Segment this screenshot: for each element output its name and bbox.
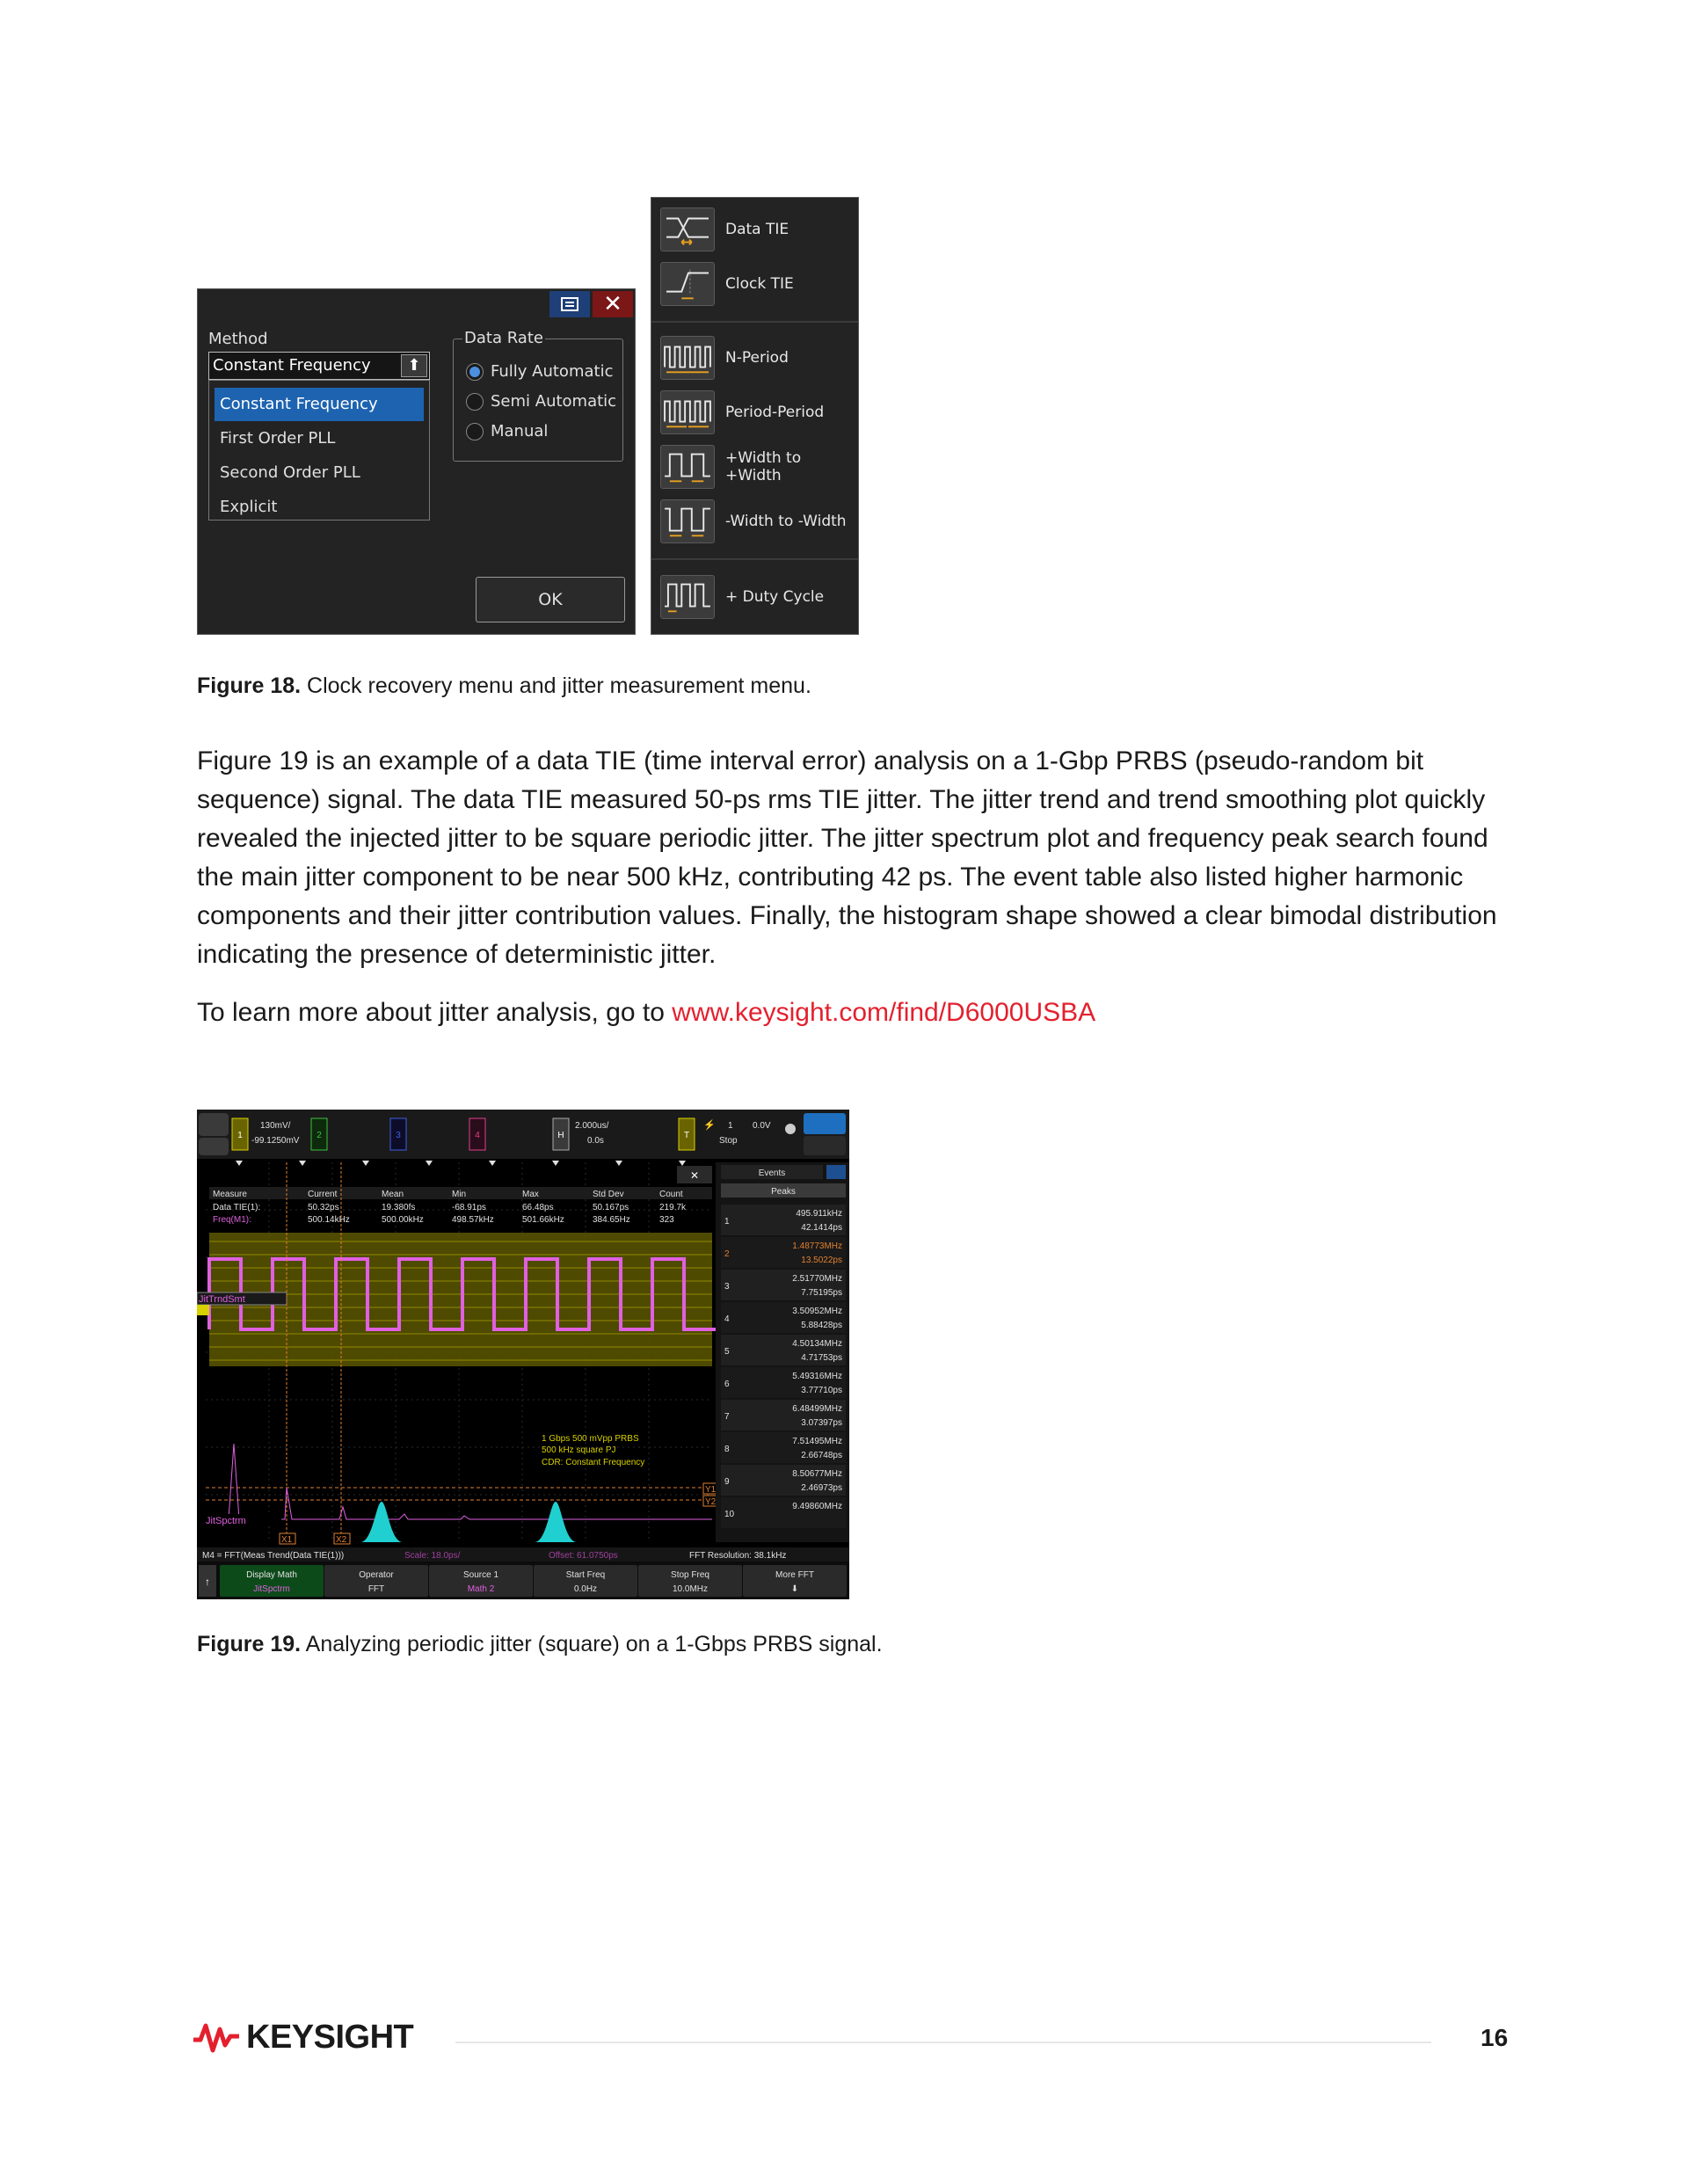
peak-index: 8 bbox=[724, 1445, 730, 1454]
peak-value: 5.88428ps bbox=[801, 1321, 842, 1330]
method-option-second-order-pll[interactable]: Second Order PLL bbox=[220, 463, 360, 482]
caption-text: Clock recovery menu and jitter measurement menu. bbox=[307, 673, 811, 698]
softkey-value: ⬇ bbox=[790, 1584, 799, 1594]
radio-unchecked-icon bbox=[466, 423, 484, 440]
meas-cell: 50.167ps bbox=[593, 1203, 629, 1212]
back-arrow-glyph: ↑ bbox=[205, 1576, 210, 1588]
peak-index: 4 bbox=[724, 1314, 730, 1324]
meas-cell: 498.57kHz bbox=[452, 1215, 494, 1225]
meas-cell: Data TIE(1): bbox=[213, 1203, 261, 1212]
meas-header: Count bbox=[659, 1190, 683, 1199]
cursor-label: Y2 bbox=[705, 1497, 717, 1507]
peak-value: 7.75195ps bbox=[801, 1288, 842, 1298]
meas-cell: 219.7k bbox=[659, 1203, 687, 1212]
math-function-status: M4 = FFT(Meas Trend(Data TIE(1))) bbox=[202, 1551, 345, 1561]
meas-cell: 384.65Hz bbox=[593, 1215, 630, 1225]
peaks-title: Peaks bbox=[771, 1187, 796, 1197]
footer-divider bbox=[455, 2042, 1431, 2043]
peak-index: 2 bbox=[724, 1249, 730, 1259]
method-option-constant-frequency[interactable]: Constant Frequency bbox=[215, 388, 424, 421]
softkey-label: Start Freq bbox=[565, 1570, 606, 1580]
chevron-down-icon[interactable] bbox=[199, 1138, 229, 1155]
method-option-explicit[interactable]: Explicit bbox=[220, 498, 278, 516]
events-title: Events bbox=[758, 1168, 786, 1178]
zoom-icon[interactable] bbox=[804, 1136, 846, 1155]
meas-header: Min bbox=[452, 1190, 467, 1199]
offset-status: Offset: 61.0750ps bbox=[549, 1551, 618, 1561]
meas-cell: 500.00kHz bbox=[382, 1215, 424, 1225]
keysight-logo bbox=[192, 2019, 413, 2057]
ch1-number: 1 bbox=[237, 1131, 243, 1140]
radio-unchecked-icon bbox=[466, 393, 484, 411]
meas-cell: 50.32ps bbox=[308, 1203, 339, 1212]
meas-cell: 500.14kHz bbox=[308, 1215, 350, 1225]
n-period-icon bbox=[660, 336, 715, 380]
dialog-titlebar bbox=[549, 291, 633, 317]
data-rate-label: Data Rate bbox=[464, 329, 543, 347]
peak-value: 13.5022ps bbox=[801, 1256, 842, 1265]
radio-semi-automatic[interactable] bbox=[466, 392, 616, 411]
page-number: 16 bbox=[1481, 2024, 1509, 2051]
jitter-item-clock-tie[interactable] bbox=[660, 261, 854, 307]
clock-tie-icon bbox=[660, 262, 715, 306]
peak-index: 1 bbox=[724, 1217, 730, 1227]
annotation-line: 1 Gbps 500 mVpp PRBS bbox=[542, 1434, 639, 1444]
jitter-item-label: Clock TIE bbox=[725, 275, 794, 293]
cursor-label: Y1 bbox=[705, 1485, 717, 1495]
arrow-up-icon[interactable]: ⬆ bbox=[401, 354, 427, 377]
brand-name: KEYSIGHT bbox=[246, 2019, 414, 2056]
horizontal-scale: 2.000us/ bbox=[575, 1121, 609, 1131]
close-icon[interactable]: ✕ bbox=[593, 291, 633, 317]
peak-value: 2.46973ps bbox=[801, 1483, 842, 1493]
ch2-number: 2 bbox=[316, 1131, 322, 1140]
peak-value: 42.1414ps bbox=[801, 1223, 842, 1233]
clock-recovery-dialog bbox=[197, 288, 636, 635]
method-dropdown[interactable] bbox=[208, 352, 430, 380]
radio-fully-automatic[interactable] bbox=[466, 362, 613, 381]
radio-label: Manual bbox=[491, 422, 549, 440]
softkey-label: Source 1 bbox=[462, 1570, 499, 1580]
annotation-line: 500 kHz square PJ bbox=[542, 1445, 616, 1455]
peak-frequency: 9.49860MHz bbox=[792, 1502, 842, 1511]
paragraph-2-prefix: To learn more about jitter analysis, go to bbox=[197, 998, 673, 1027]
peak-index: 9 bbox=[724, 1477, 730, 1487]
method-label: Method bbox=[208, 330, 268, 348]
jitter-item-label: Data TIE bbox=[725, 221, 789, 238]
method-options-list bbox=[208, 380, 430, 521]
pos-width-icon bbox=[660, 445, 715, 489]
fft-resolution: FFT Resolution: 38.1kHz bbox=[689, 1551, 787, 1561]
radio-manual[interactable] bbox=[466, 422, 548, 440]
ok-button[interactable]: OK bbox=[476, 577, 625, 622]
jitter-item-label: -Width to -Width bbox=[725, 513, 847, 530]
meas-cell: 501.66kHz bbox=[522, 1215, 564, 1225]
trigger-source: 1 bbox=[728, 1121, 733, 1131]
caption-label: Figure 19. bbox=[197, 1632, 302, 1656]
events-menu-icon[interactable] bbox=[826, 1165, 846, 1179]
data-tie-icon bbox=[660, 207, 715, 251]
peak-frequency: 8.50677MHz bbox=[792, 1469, 842, 1479]
jitter-item-duty-cycle[interactable] bbox=[660, 574, 854, 620]
figure-18-caption bbox=[197, 673, 811, 699]
run-control-icon[interactable] bbox=[199, 1113, 229, 1136]
meas-header: Max bbox=[522, 1190, 539, 1199]
body-paragraph-1: Figure 19 is an example of a data TIE (time interval error) analysis on a 1-Gbp PRBS (pseudo-random bit sequence) signal. The data TIE measured 50-ps rms TIE jitter. The jitter trend and trend smoothing plot quickly revealed the injected jitter to be square periodic jitter. The jitter spectrum plot and frequency peak search found the main jitter component to be near 500 kHz, contributing 42 ps. The event table also listed higher harmonic components and their jitter contribution values. Finally, the histogram shape showed a clear bimodal distribution indicating the presence of deterministic jitter. bbox=[197, 746, 1497, 969]
meas-header: Mean bbox=[382, 1190, 404, 1199]
ch4-number: 4 bbox=[475, 1131, 480, 1140]
meas-cell: 66.48ps bbox=[522, 1203, 554, 1212]
trigger-label: T bbox=[683, 1131, 690, 1140]
ch1-offset: -99.1250mV bbox=[251, 1136, 300, 1146]
display-icon[interactable] bbox=[804, 1113, 846, 1134]
meas-header: Current bbox=[308, 1190, 338, 1199]
period-period-icon bbox=[660, 390, 715, 434]
peak-frequency: 1.48773MHz bbox=[792, 1241, 842, 1251]
peak-frequency: 495.911kHz bbox=[796, 1209, 842, 1219]
peak-index: 10 bbox=[724, 1510, 735, 1519]
jitter-item-label: Period-Period bbox=[725, 404, 825, 421]
run-state: Stop bbox=[719, 1136, 738, 1146]
menu-icon[interactable] bbox=[549, 291, 590, 317]
peak-value: 3.77710ps bbox=[801, 1386, 842, 1395]
softkey-value: 0.0Hz bbox=[573, 1584, 598, 1594]
peak-index: 6 bbox=[724, 1380, 730, 1389]
softkey-label: More FFT bbox=[775, 1570, 814, 1580]
peak-frequency: 7.51495MHz bbox=[792, 1437, 842, 1446]
softkey-value: FFT bbox=[367, 1584, 385, 1594]
method-selected-value: Constant Frequency bbox=[213, 356, 371, 375]
trigger-level: 0.0V bbox=[753, 1121, 771, 1131]
radio-label: Fully Automatic bbox=[491, 362, 614, 381]
jitter-item-label: N-Period bbox=[725, 349, 789, 367]
softkey-label: Stop Freq bbox=[671, 1570, 709, 1580]
peak-frequency: 3.50952MHz bbox=[792, 1307, 842, 1316]
figure-19-caption bbox=[197, 1632, 883, 1657]
horizontal-delay: 0.0s bbox=[587, 1136, 604, 1146]
jitter-item-data-tie[interactable] bbox=[660, 207, 854, 252]
annotation-line: CDR: Constant Frequency bbox=[542, 1458, 645, 1467]
radio-label: Semi Automatic bbox=[491, 392, 617, 411]
jitter-item-label: +Width to +Width bbox=[725, 449, 802, 484]
peak-frequency: 4.50134MHz bbox=[792, 1339, 842, 1349]
meas-cell: -68.91ps bbox=[452, 1203, 486, 1212]
trend-label: JitTrndSmt bbox=[199, 1294, 245, 1305]
jitter-item-n-period[interactable] bbox=[660, 335, 854, 381]
keysight-link[interactable]: www.keysight.com/find/D6000USBA bbox=[672, 998, 1096, 1027]
oscilloscope-screen bbox=[197, 1110, 849, 1599]
spectrum-label: JitSpctrm bbox=[206, 1516, 246, 1526]
scale-status: Scale: 18.0ps/ bbox=[404, 1551, 461, 1561]
ch1-ground-marker bbox=[197, 1305, 209, 1315]
jitter-item-label: + Duty Cycle bbox=[725, 588, 825, 606]
data-rate-group bbox=[453, 329, 623, 462]
softkey-label: Display Math bbox=[246, 1570, 297, 1580]
radio-checked-icon bbox=[466, 363, 484, 381]
meas-header: Std Dev bbox=[593, 1190, 624, 1199]
softkey-value: JitSpctrm bbox=[253, 1584, 290, 1594]
jitter-item-neg-width[interactable] bbox=[660, 499, 854, 544]
softkey-value: 10.0MHz bbox=[672, 1584, 709, 1594]
body-paragraph-2 bbox=[197, 994, 1498, 1032]
ch3-number: 3 bbox=[396, 1131, 401, 1140]
peak-frequency: 2.51770MHz bbox=[792, 1274, 842, 1284]
jitter-item-pos-width[interactable] bbox=[660, 444, 854, 490]
ch1-scale: 130mV/ bbox=[260, 1121, 291, 1131]
peak-value: 4.71753ps bbox=[801, 1353, 842, 1363]
meas-cell: 323 bbox=[659, 1215, 674, 1225]
peak-value: 2.66748ps bbox=[801, 1451, 842, 1460]
trigger-edge-icon: ⚡ bbox=[703, 1120, 716, 1131]
caption-label: Figure 18. bbox=[197, 673, 302, 698]
measurement-close-icon[interactable]: ✕ bbox=[689, 1169, 700, 1182]
caption-text: Analyzing periodic jitter (square) on a 1-Gbps PRBS signal. bbox=[305, 1632, 883, 1656]
peak-frequency: 6.48499MHz bbox=[792, 1404, 842, 1414]
keysight-wave-icon bbox=[192, 2020, 241, 2056]
meas-cell: 19.380fs bbox=[382, 1203, 416, 1212]
peak-frequency: 5.49316MHz bbox=[792, 1372, 842, 1381]
horizontal-label: H bbox=[557, 1131, 564, 1140]
method-option-first-order-pll[interactable]: First Order PLL bbox=[220, 429, 336, 448]
duty-cycle-icon bbox=[660, 575, 715, 619]
jitter-item-period-period[interactable] bbox=[660, 389, 854, 435]
peak-index: 3 bbox=[724, 1282, 730, 1292]
meas-cell: Freq(M1): bbox=[213, 1215, 251, 1225]
meas-header: Measure bbox=[213, 1190, 247, 1199]
cursor-label: X1 bbox=[281, 1535, 293, 1545]
softkey-value: Math 2 bbox=[467, 1584, 495, 1594]
peak-value: 3.07397ps bbox=[801, 1418, 842, 1428]
cursor-label: X2 bbox=[336, 1535, 347, 1545]
softkey-label: Operator bbox=[359, 1570, 394, 1580]
peak-index: 7 bbox=[724, 1412, 730, 1422]
jitter-measurement-menu bbox=[651, 197, 859, 635]
neg-width-icon bbox=[660, 499, 715, 543]
peak-index: 5 bbox=[724, 1347, 730, 1357]
microphone-icon[interactable] bbox=[785, 1124, 796, 1134]
